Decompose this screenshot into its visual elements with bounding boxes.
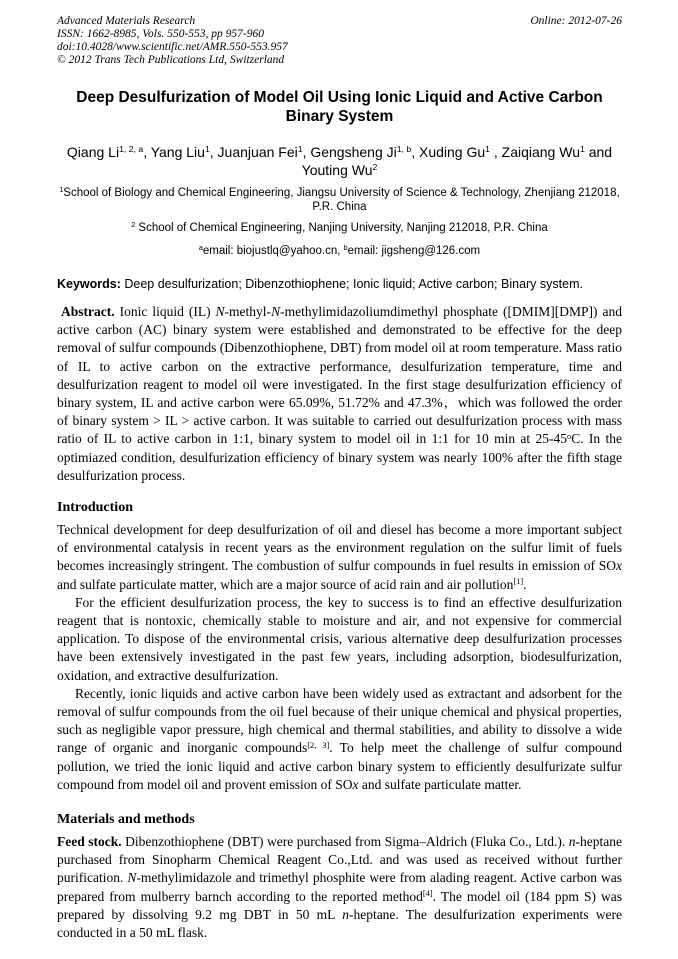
section-heading-materials: Materials and methods (57, 812, 195, 828)
section-heading-introduction: Introduction (57, 500, 133, 516)
copyright-line: © 2012 Trans Tech Publications Ltd, Switzerland (57, 54, 285, 66)
journal-name: Advanced Materials Research (57, 15, 196, 27)
email-line: $^a$email: biojustlq@yahoo.cn, $^b$email: jigsheng@126.com (198, 243, 481, 257)
online-date: Online: 2012-07-26 (530, 15, 622, 27)
journal-header (57, 15, 622, 67)
intro-paragraph-2: For the efficient desulfurization process, the key to success is to find an effective desulfurization reagent that is nontoxic, chemically stable to moisture and air, and not expensive for commercial application. To dispose of the environmental crisis, various alternative deep desulfurization processes have been extensively investigated in the past few years, including adsorption, biodesulfurization, oxidation, and extractive desulfurization. (57, 594, 622, 683)
keywords-label: Keywords: (57, 277, 121, 291)
doi-line: doi:10.4028/www.scientific.net/AMR.550-553.957 (57, 41, 288, 53)
keywords-line (57, 277, 622, 292)
feed-stock-paragraph: Feed stock. Dibenzothiophene (DBT) were purchased from Sigma–Aldrich (Fluka Co., Ltd.). n-heptane purchased from Sinopharm Chemical Reagent Co.,Ltd. and was used as received without further purification. N-methylimidazole and trimethyl phosphite were from alading reagent. Active carbon was prepared from mulberry barnch according to the reported method[4]. The model oil (184 ppm S) was prepared by dissolving 9.2 mg DBT in 50 mL n-heptane. The desulfurization experiments were conducted in a 50 mL flask. (57, 834, 623, 941)
affiliation-1: $^1$School of Biology and Chemical Engineering, Jiangsu University of Science & Technology, Zhenjiang 212018, P.R. China (59, 186, 620, 213)
intro-paragraph-3: Recently, ionic liquids and active carbon have been widely used as extractant and adsorbent for the removal of sulfur compounds from the oil fuel because of their unique chemical and physical properties, such as negligible vapor pressure, high chemical and thermal stabilities, and ability to dissolve a wide range of organic and inorganic compounds[2, 3]. To help meet the challenge of sulfur compound pollution, we tried the ionic liquid and active carbon binary system to efficiently desulfurizate sulfur compound from model oil and provent emission of SOx and sulfate particulate matter. (57, 685, 622, 792)
authors-line: Qiang Li$^{1, 2, a}$, Yang Liu$^1$, Juanjuan Fei$^1$, Gengsheng Ji$^{1, b}$, Xuding Gu$^1$ , Zaiqiang Wu$^1$ and Youting Wu$^2$ (66, 144, 613, 178)
journal-header-left (57, 15, 288, 67)
intro-paragraph-1: Technical development for deep desulfurization of oil and diesel has become a more important subject of environmental catalysis in recent years as the environment regulation on the sulfur limit of fuels becomes increasingly stringent. The combustion of sulfur compounds in fuel results in emission of SOx and sulfate particulate matter, which are a major source of acid rain and air pollution[1]. (57, 522, 622, 592)
keywords-text: Deep desulfurization; Dibenzothiophene; Ionic liquid; Active carbon; Binary system. (120, 277, 583, 291)
abstract-paragraph: Abstract. Ionic liquid (IL) N-methyl-N-methylimidazoliumdimethyl phosphate ([DMIM][DMP]) and active carbon (AC) binary system were established and demonstrated to be effective for the deep removal of sulfur compounds (Dibenzothiophene, DBT) from model oil at room temperature. Mass ratio of IL to active carbon on the extractive performance, desulfurization temperature, time and desulfurization reagent to model oil were investigated. In the first stage desulfurization efficiency of binary system, IL and active carbon were 65.09%, 51.72% and 47.3%，which was followed the order of binary system > IL > active carbon. It was suitable to carried out desulfurization process with mass ratio of IL to active carbon in 1:1, binary system to model oil in 1:1 for 10 min at 25-45$^o$C. In the optimiazed condition, desulfurization efficiency of binary system was nearly 100% after the fifth stage desulfurization process. (57, 304, 623, 483)
paper-title: Deep Desulfurization of Model Oil Using Ionic Liquid and Active Carbon Binary System (76, 89, 603, 125)
affiliation-2: $^2$ School of Chemical Engineering, Nanjing University, Nanjing 212018, P.R. China (131, 221, 548, 234)
issn-line: ISSN: 1662-8985, Vols. 550-553, pp 957-960 (57, 28, 264, 40)
